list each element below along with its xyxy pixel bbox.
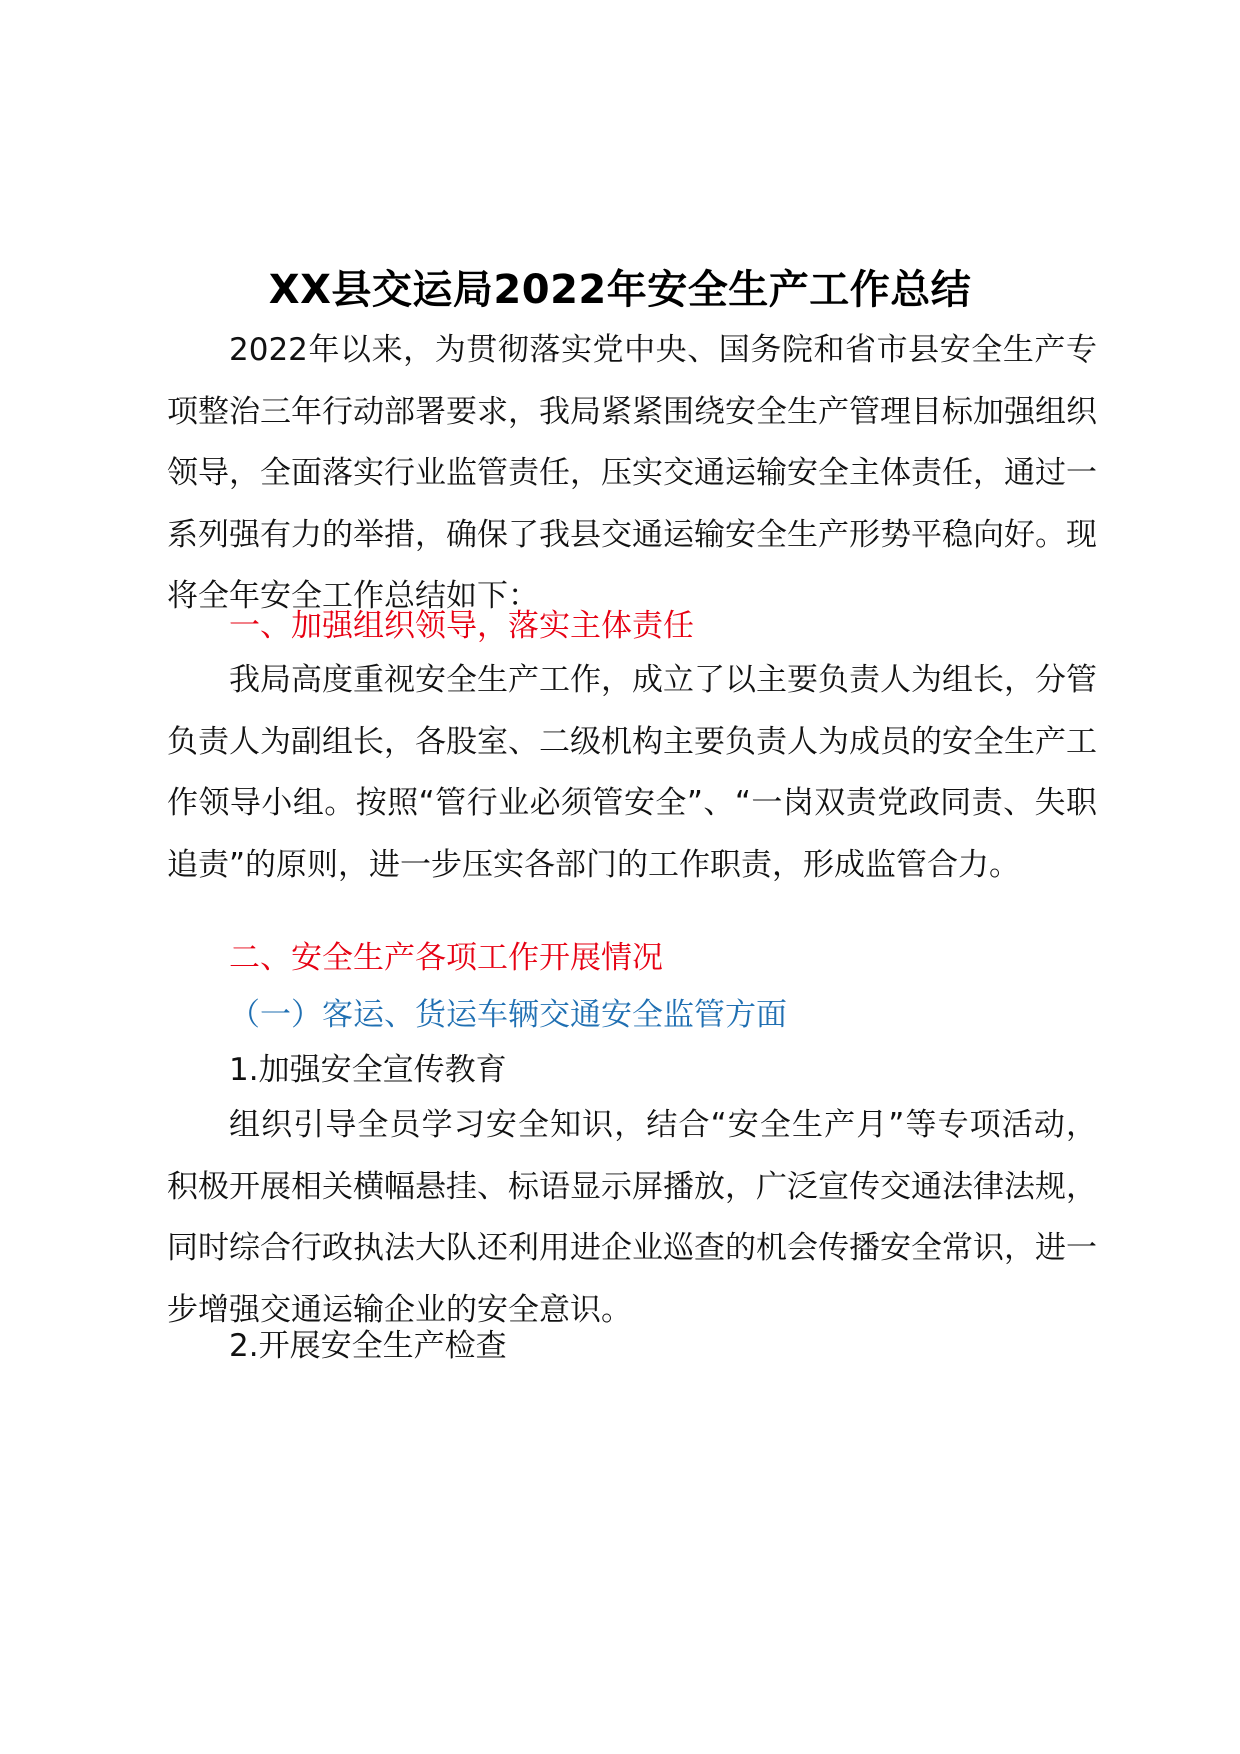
- document-title: XX县交运局2022年安全生产工作总结: [268, 267, 972, 313]
- subsection-heading-1: （一）客运、货运车辆交通安全监管方面: [229, 997, 787, 1033]
- intro-paragraph: 2022年以来，为贯彻落实党中央、国务院和省市县安全生产专项整治三年行动部署要求，我局紧紧围绕安全生产管理目标加强组织领导，全面落实行业监管责任，压实交通运输安全主体责任，通过一系列强有力的举措，确保了我县交通运输安全生产形势平稳向好。现将全年安全工作总结如下：: [167, 332, 1097, 614]
- item-1-paragraph: 组织引导全员学习安全知识，结合“安全生产月”等专项活动，积极开展相关横幅悬挂、标语显示屏播放，广泛宣传交通法律法规，同时综合行政执法大队还利用进企业巡查的机会传播安全常识，进一步增强交通运输企业的安全意识。: [167, 1107, 1097, 1328]
- item-heading-1: 1.加强安全宣传教育: [229, 1052, 507, 1088]
- section-1-paragraph: 我局高度重视安全生产工作，成立了以主要负责人为组长，分管负责人为副组长，各股室、二级机构主要负责人为成员的安全生产工作领导小组。按照“管行业必须管安全”、“一岗双责党政同责、失职追责”的原则，进一步压实各部门的工作职责，形成监管合力。: [167, 662, 1097, 883]
- section-heading-2: 二、安全生产各项工作开展情况: [229, 940, 663, 976]
- item-heading-2: 2.开展安全生产检查: [229, 1328, 507, 1364]
- section-heading-1: 一、加强组织领导，落实主体责任: [229, 608, 694, 644]
